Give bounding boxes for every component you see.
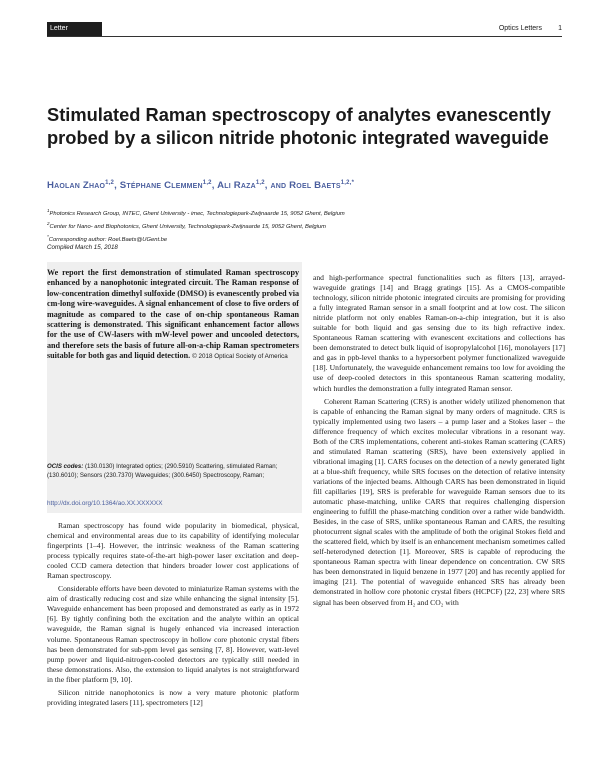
ocis-text: (130.0130) Integrated optics; (290.5910) Scattering, stimulated Raman; (130.6010); Sensors (230.7370) Waveguides; (300.6450) Spectroscopy, Raman;	[47, 463, 278, 480]
compiled-date: Compiled March 15, 2018	[47, 244, 118, 251]
author-name: Ali Raza	[217, 180, 256, 192]
author-name: Haolan Zhao	[47, 180, 106, 192]
paragraph: Coherent Raman Scattering (CRS) is another widely utilized phenomenon that is capable of enhancing the Raman signal by many orders of magnitude. CRS is typically implemented using two lasers – a pump laser and a Stokes laser – the difference frequency of which excites molecular vibrations in a resonant way. Both of the CRS implementations, coherent anti-stokes Raman scattering (CARS) and stimulated Raman scattering (SRS), have been extensively applied in vibrational imaging [1]. CARS focuses on the detection of a newly generated light at a blue-shift frequency, while SRS focuses on the detection of relative intensity variations of the injected beams. Although CARS has been demonstrated in liquid fill capillaries [19], SRS is preferable for waveguide Raman sensors due to its automatic phase-matching, unlike CARS that requires challenging dispersion engineering to fulfill the phase-matching condition over a rather wide bandwidth. Besides, in the case of SRS, unlike spontaneous Raman and CARS, the resulting photocurrent signal scales with the amplitude of both the original Stokes field and the scattered field, which by itself is an enhancement mechanism sometimes called self-heterodyned detection [1]. Moreover, SRS is capable of reproducing the spontaneous Raman spectra with linear dependence on concentration. CW SRS has been demonstrated in liquid benzene in 1977 [20] and has recently applied for imaging [21]. The potential of waveguide enhanced SRS has already been demonstrated in hollow core photonic crystal fibers (HCPCF) [22, 23] where SRS signal has been observed from H₂ and CO₂ with	[313, 396, 565, 607]
abstract	[47, 268, 299, 363]
abstract-text: We report the first demonstration of stimulated Raman spectroscopy enhanced by a nanophotonic integrated circuit. The Raman response of low-concentration dimethyl sulfoxide (DMSO) is evanescently probed via cm-long wire-waveguides. A signal enhancement of close to five orders of magnitude as compared to the case of on-chip spontaneous Raman scattering is demonstrated. This significant enhancement factor allows for the use of CW-lasers with mW-level power and uncooled detectors, and therefore sets the basis of future all-on-a-chip Raman spectrometers suitable for both gas and liquid detection.	[47, 268, 299, 361]
author-affil-sup: 1,2	[255, 180, 265, 186]
affiliation-item: $^1$Photonics Research Group, INTEC, Ghent University - imec, Technologiepark-Zwijnaarde 15, 9052 Ghent, Belgium	[47, 208, 345, 217]
doi-link[interactable]: http://dx.doi.org/10.1364/ao.XX.XXXXXX	[47, 500, 163, 507]
author-affil-sup: 1,2,*	[340, 180, 355, 186]
paragraph: Silicon nitride nanophotonics is now a very mature photonic platform providing integrated lasers [11], spectrometers [12]	[47, 687, 299, 707]
running-header	[47, 22, 562, 36]
author-affil-sup: 1,2	[202, 180, 212, 186]
article-type-tag: Letter	[47, 22, 102, 36]
author-separator: ,	[114, 180, 120, 192]
author-separator: , and	[264, 180, 290, 192]
header-rule	[47, 36, 562, 37]
paragraph: Considerable efforts have been devoted to miniaturize Raman systems with the aim of drastically reducing cost and size while enhancing the signal intensity [5]. Waveguide enhancement has been proposed and demonstrated as early as in 1972 [6]. By tightly confining both the excitation and the analyte within an optical waveguide, the Raman signal is hugely enhanced via increased interaction volume. Spontaneous Raman spectroscopy in hollow core photonic crystal fibers has been demonstrated for sub-ppm level gas sensing [7, 8]. However, watt-level pump power and liquid-nitrogen-cooled detectors are typically still needed in these demonstrations. Also, the extension to liquid analytes is not straightforward in the fiber platform [9, 10].	[47, 584, 299, 684]
corresponding-author: *Corresponding author: Roel.Baets@UGent.be	[47, 234, 168, 244]
right-column-body	[313, 273, 565, 608]
affiliation-item: $^2$Center for Nano- and Biophotonics, Ghent University, Technologiepark-Zwijnaarde 15, 9052 Ghent, Belgium	[47, 221, 326, 231]
journal-name: Optics Letters	[498, 25, 542, 32]
ocis-codes	[47, 462, 299, 481]
author-affil-sup: 1,2	[105, 180, 115, 186]
author-name: Roel Baets	[289, 180, 341, 192]
left-column-body	[47, 521, 299, 708]
copyright: © 2018 Optical Society of America	[192, 353, 288, 361]
affiliations	[47, 206, 567, 245]
author-name: Stéphane Clemmen	[119, 180, 203, 192]
paper-title: Stimulated Raman spectroscopy of analytes evanescently probed by a silicon nitride photonic integrated waveguide	[47, 104, 551, 148]
author-list	[47, 180, 567, 191]
paragraph: Raman spectroscopy has found wide popularity in biomedical, physical, chemical and environmental areas due to its capability of identifying molecular fingerprints [1–4]. However, the intrinsic weakness of the Raman scattering process typically requires state-of-the-art high-power laser excitation and deep-cooled CCD camera detection that hinders broader lower cost applications of Raman spectroscopy.	[47, 521, 299, 581]
paragraph: and high-performance spectral functionalities such as filters [13], arrayed-waveguide gratings [14] and Bragg gratings [15]. As a CMOS-compatible technology, silicon nitride photonic integrated circuits are promising for providing a fully integrated Raman sensor in a small footprint and at low cost. The silicon nitride platform not only enables Raman-on-a-chip integration, but it is also suitable for both liquid and gas sensing due to its high refractive index. Spontaneous Raman scattering with evanescent excitations and collections has been demonstrated to detect bulk liquid of isopropylalcohol [16], monolayers [17] and gas in ppb-level thanks to a hypersorbent polymer functionalized waveguide [18]. Unfortunately, the waveguide enhancement remains too low for avoiding the use of deep-cooled detectors in this spontaneous Raman scattering modality, which hurdles the demonstration a fully integrated Raman sensor.	[313, 273, 565, 393]
ocis-label: OCIS codes:	[47, 463, 84, 470]
author-separator: ,	[211, 180, 218, 192]
page-number: 1	[558, 25, 562, 32]
